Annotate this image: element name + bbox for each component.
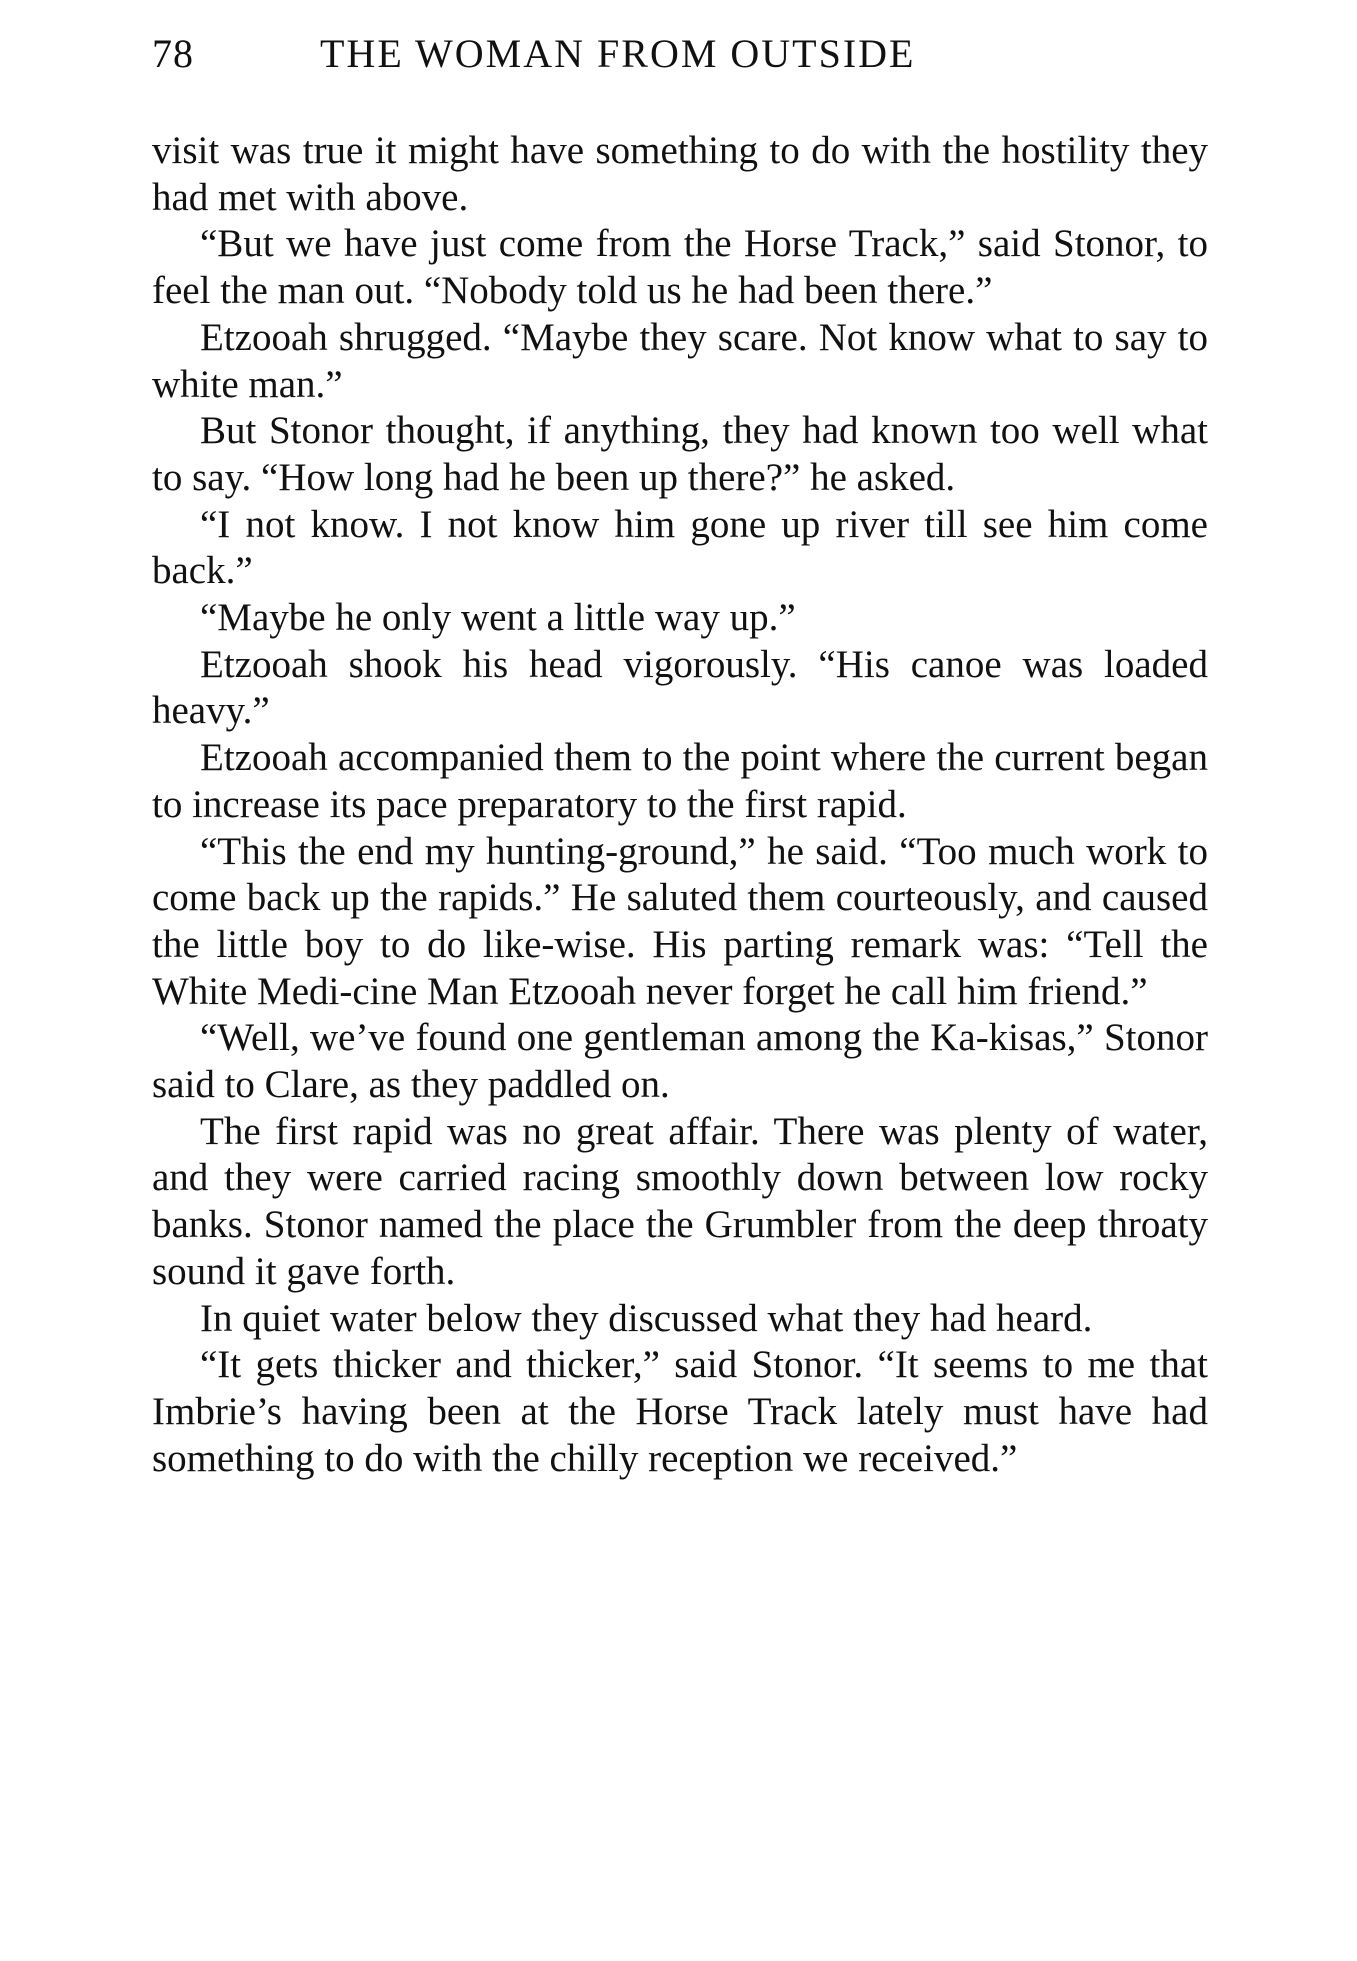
paragraph: In quiet water below they discussed what they had heard.: [200, 1296, 1093, 1340]
body-text: [152, 128, 1208, 1482]
paragraph: “It gets thicker and thicker,” said Stonor. “It seems to me that Imbrie’s having been at the Horse Track lately must have had something to do with the chilly reception we received.”: [152, 1343, 1208, 1480]
paragraph: “This the end my hunting-ground,” he said. “Too much work to come back up the rapids.” He saluted them courteously, and caused the little boy to do like-wise. His parting remark was: “Tell the White Medi-cine Man Etzooah never forget he call him friend.”: [152, 829, 1208, 1013]
running-title: THE WOMAN FROM OUTSIDE: [320, 31, 916, 76]
paragraph: “I not know. I not know him gone up river till see him come back.”: [152, 502, 1208, 593]
paragraph: But Stonor thought, if anything, they had known too well what to say. “How long had he been up there?” he asked.: [152, 409, 1208, 499]
paragraph: Etzooah shook his head vigorously. “His canoe was loaded heavy.”: [152, 642, 1208, 733]
page-number: 78: [152, 31, 194, 76]
page-header: [152, 30, 1212, 82]
paragraph: “Well, we’ve found one gentleman among the Ka-kisas,” Stonor said to Clare, as they paddled on.: [152, 1016, 1208, 1107]
paragraph: The first rapid was no great affair. There was plenty of water, and they were carried racing smoothly down between low rocky banks. Stonor named the place the Grumbler from the deep throaty sound it gave forth.: [152, 1109, 1208, 1293]
paragraph: Etzooah shrugged. “Maybe they scare. Not know what to say to white man.”: [152, 315, 1208, 406]
paragraph: “Maybe he only went a little way up.”: [200, 596, 796, 640]
paragraph: visit was true it might have something to do with the hostility they had met with above.: [152, 129, 1208, 219]
paragraph: Etzooah accompanied them to the point where the current began to increase its pace preparatory to the first rapid.: [152, 736, 1208, 826]
paragraph: “But we have just come from the Horse Track,” said Stonor, to feel the man out. “Nobody told us he had been there.”: [152, 222, 1208, 313]
